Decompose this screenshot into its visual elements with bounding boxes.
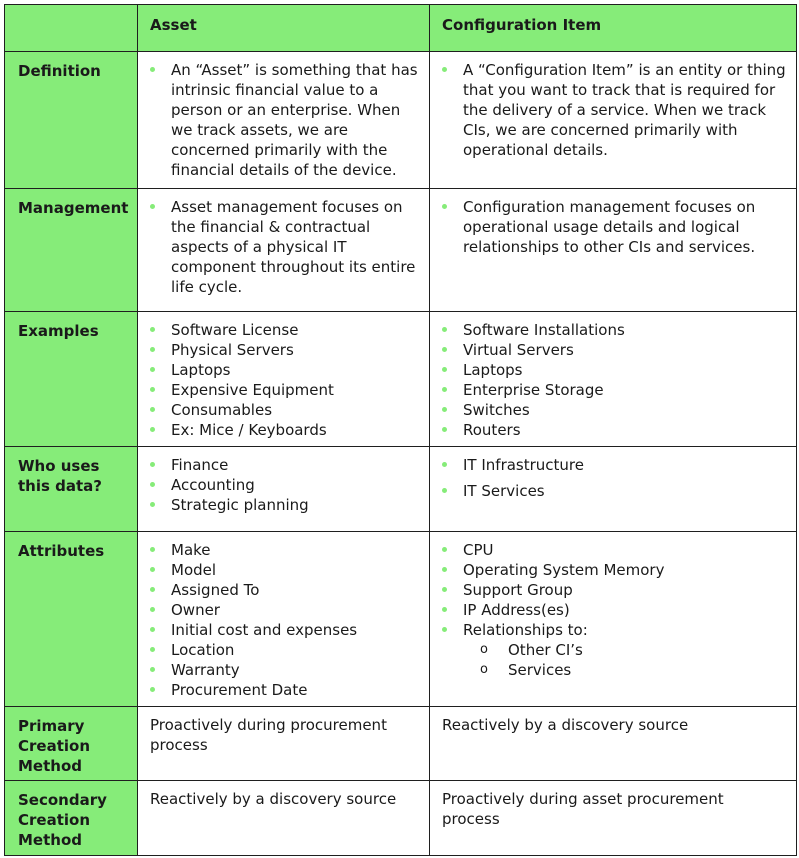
ci-cell: Reactively by a discovery source (430, 707, 797, 781)
list-item: A “Configuration Item” is an entity or thing that you want to track that is required for the delivery of a service. When we track CIs, we are concerned primarily with operational details. (440, 60, 786, 160)
asset-cell: Reactively by a discovery source (138, 781, 430, 856)
list-item: Expensive Equipment (148, 380, 419, 400)
ci-cell (430, 532, 797, 707)
bullet-list (148, 320, 419, 440)
sub-list (463, 640, 786, 680)
row-primary-creation (5, 707, 797, 781)
list-item: Assigned To (148, 580, 419, 600)
ci-cell (430, 52, 797, 189)
asset-cell (138, 189, 430, 312)
list-item: CPU (440, 540, 786, 560)
list-item: Laptops (440, 360, 786, 380)
list-item: IP Address(es) (440, 600, 786, 620)
list-item: Virtual Servers (440, 340, 786, 360)
row-label: Management (5, 189, 138, 312)
row-label: Definition (5, 52, 138, 189)
bullet-list (440, 540, 786, 680)
sub-list-item: o Services (480, 661, 572, 679)
circle-bullet-icon: o (480, 662, 488, 677)
bullet-list (148, 197, 419, 297)
row-label: Primary Creation Method (5, 707, 138, 781)
list-item: Switches (440, 400, 786, 420)
list-item (440, 620, 786, 680)
row-who-uses (5, 447, 797, 532)
bullet-list (148, 540, 419, 700)
list-item: Software License (148, 320, 419, 340)
list-item: Software Installations (440, 320, 786, 340)
asset-cell (138, 312, 430, 447)
list-item: Make (148, 540, 419, 560)
list-item: Physical Servers (148, 340, 419, 360)
bullet-list (440, 320, 786, 440)
row-secondary-creation (5, 781, 797, 856)
list-item: Asset management focuses on the financial & contractual aspects of a physical IT component throughout its entire life cycle. (148, 197, 419, 297)
bullet-list (440, 197, 786, 257)
list-item: Finance (148, 455, 419, 475)
list-item: Model (148, 560, 419, 580)
list-item: IT Infrastructure (440, 455, 786, 475)
row-definition (5, 52, 797, 189)
asset-cell: Proactively during procurement process (138, 707, 430, 781)
bullet-list (148, 60, 419, 180)
row-label: Who uses this data? (5, 447, 138, 532)
column-header-asset: Asset (138, 5, 430, 52)
list-item: Location (148, 640, 419, 660)
ci-cell: Proactively during asset procurement process (430, 781, 797, 856)
sub-list-item: o Other CI’s (480, 641, 583, 659)
list-item: Strategic planning (148, 495, 419, 515)
ci-cell (430, 312, 797, 447)
list-item: IT Services (440, 481, 786, 501)
list-item: Laptops (148, 360, 419, 380)
bullet-list (440, 60, 786, 160)
ci-cell (430, 189, 797, 312)
list-item: Routers (440, 420, 786, 440)
bullet-list (440, 455, 786, 501)
corner-cell (5, 5, 138, 52)
asset-cell (138, 532, 430, 707)
list-item: Warranty (148, 660, 419, 680)
list-item: Initial cost and expenses (148, 620, 419, 640)
list-item: Support Group (440, 580, 786, 600)
ci-cell (430, 447, 797, 532)
list-item: Enterprise Storage (440, 380, 786, 400)
row-management (5, 189, 797, 312)
list-item: Accounting (148, 475, 419, 495)
header-row (5, 5, 797, 52)
asset-cell (138, 52, 430, 189)
list-item: Procurement Date (148, 680, 419, 700)
column-header-ci: Configuration Item (430, 5, 797, 52)
list-item: Configuration management focuses on operational usage details and logical relationships to other CIs and services. (440, 197, 786, 257)
list-item: Ex: Mice / Keyboards (148, 420, 419, 440)
list-item: Consumables (148, 400, 419, 420)
row-label: Attributes (5, 532, 138, 707)
row-label: Secondary Creation Method (5, 781, 138, 856)
row-attributes (5, 532, 797, 707)
row-label: Examples (5, 312, 138, 447)
circle-bullet-icon: o (480, 642, 488, 657)
asset-vs-ci-table (4, 4, 797, 856)
asset-cell (138, 447, 430, 532)
row-examples (5, 312, 797, 447)
list-item-text: Relationships to: (463, 621, 588, 639)
list-item: An “Asset” is something that has intrinsic financial value to a person or an enterprise. When we track assets, we are concerned primarily with the financial details of the device. (148, 60, 419, 180)
list-item: Owner (148, 600, 419, 620)
bullet-list (148, 455, 419, 515)
list-item: Operating System Memory (440, 560, 786, 580)
